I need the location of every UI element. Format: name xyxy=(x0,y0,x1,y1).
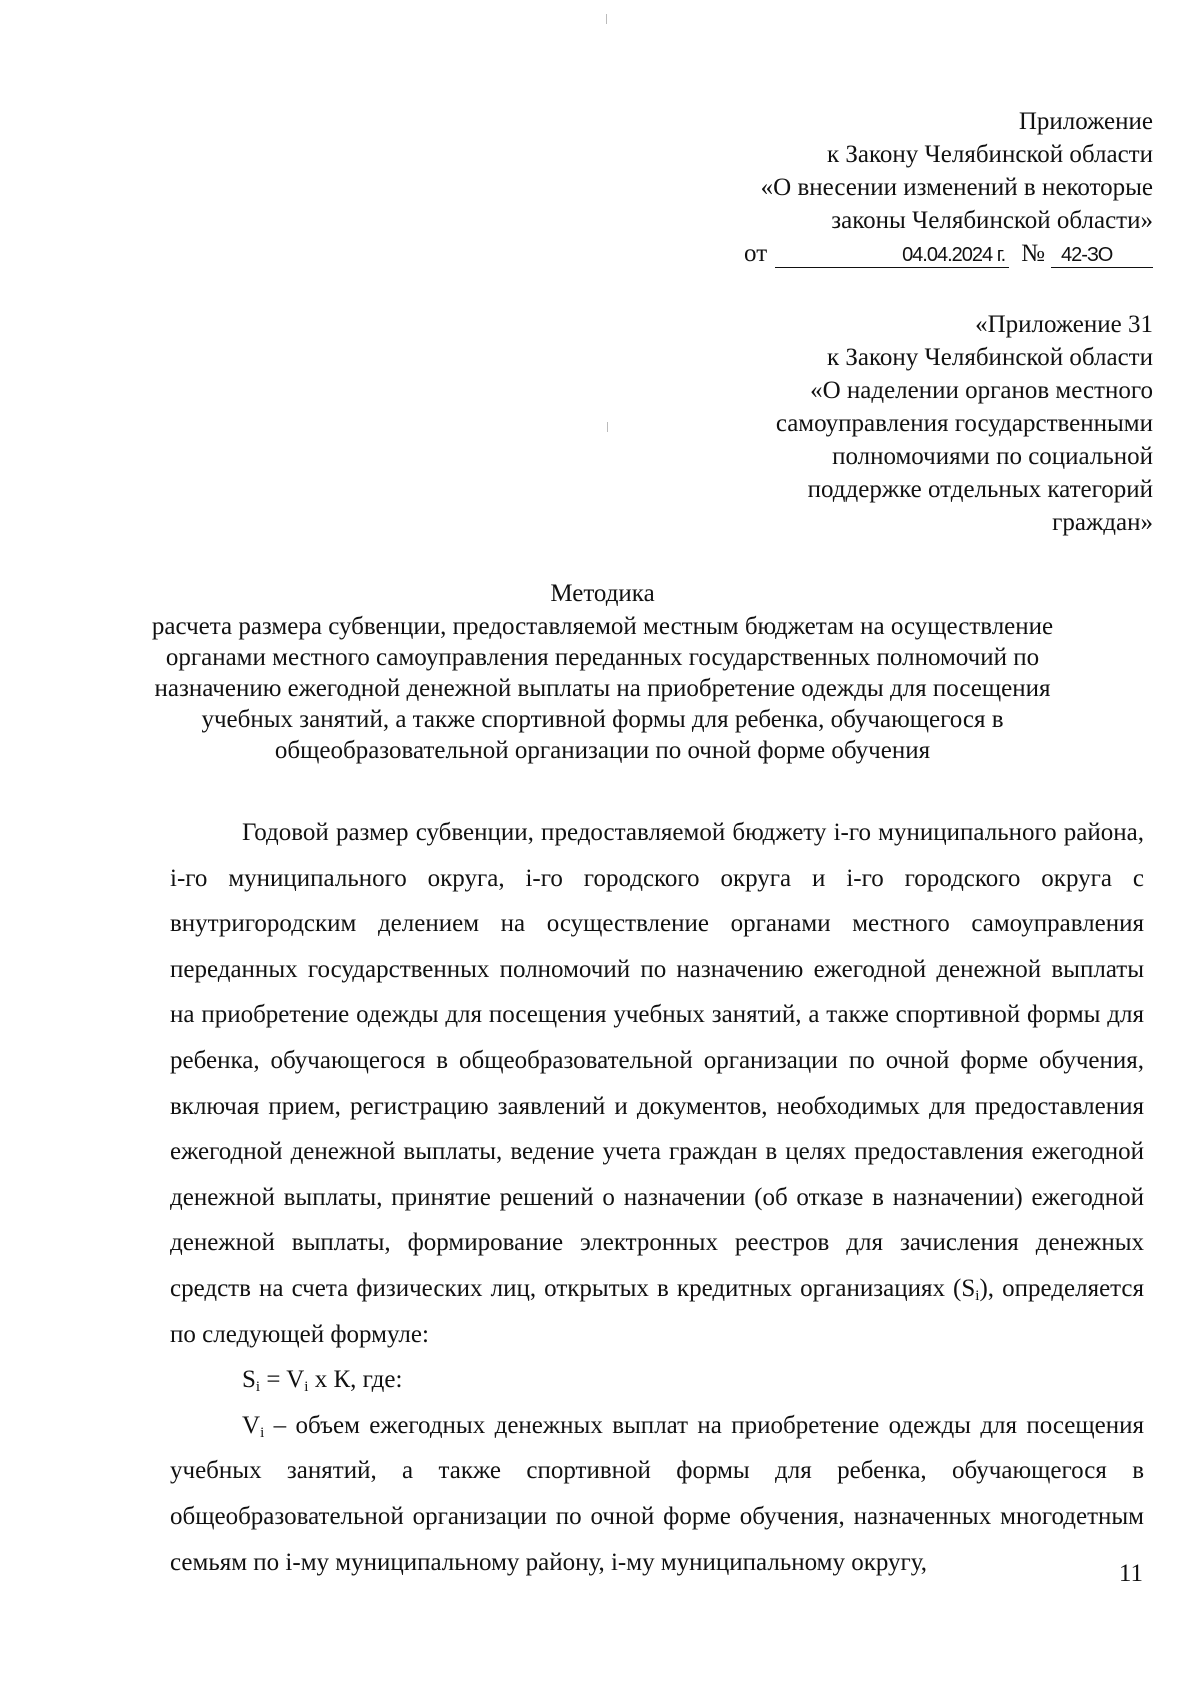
page-number: 11 xyxy=(1118,1560,1143,1587)
body-paragraph xyxy=(170,1403,1144,1585)
source-line: к Закону Челябинской области xyxy=(827,344,1153,371)
formula-eq: = V xyxy=(260,1366,305,1394)
law-number: 42-ЗО xyxy=(1051,243,1153,268)
formula-rest: x К, где: xyxy=(308,1366,403,1394)
number-label: № xyxy=(1021,240,1045,267)
law-date: 04.04.2024 г. xyxy=(775,243,1009,268)
from-label: от xyxy=(744,240,768,267)
body-paragraph xyxy=(170,810,1144,1357)
appendix-header xyxy=(744,105,1153,270)
source-line: «Приложение 31 xyxy=(975,311,1153,338)
title-line: общеобразовательной организации по очной форме обучения xyxy=(274,737,931,764)
title-heading: Методика xyxy=(550,580,655,607)
title-line: органами местного самоуправления переданных государственных полномочий по xyxy=(165,644,1040,671)
source-line: самоуправления государственными xyxy=(775,410,1153,437)
source-line: «О наделении органов местного xyxy=(810,377,1153,404)
appendix-law-line: к Закону Челябинской области xyxy=(827,141,1153,168)
subscript: i xyxy=(304,1379,309,1396)
subscript: i xyxy=(260,1424,265,1441)
appendix-date-line xyxy=(744,237,1153,270)
source-line: граждан» xyxy=(1052,509,1153,536)
source-line: поддержке отдельных категорий xyxy=(807,476,1153,503)
paragraph-text: – объем ежегодных денежных выплат на приобретение одежды для посещения учебных занятий, а также спортивной формы для ребенка, обучающегося в общеобразовательной организации по очной форме обучения, назначенных многодетным семьям по i-му муниципальному району, i-му муниципальному округу, xyxy=(170,1411,1144,1576)
appendix-law-name-line2: законы Челябинской области» xyxy=(831,207,1153,234)
title-line: расчета размера субвенции, предоставляемой местным бюджетам на осуществление xyxy=(151,613,1054,640)
subscript: i xyxy=(975,1287,980,1304)
appendix-law-name-line1: «О внесении изменений в некоторые xyxy=(760,174,1153,201)
paragraph-text-end: ), определяется по следующей формуле: xyxy=(170,1274,1144,1348)
document-body xyxy=(170,810,1144,1585)
title-line: учебных занятий, а также спортивной формы для ребенка, обучающегося в xyxy=(201,706,1004,733)
variable-v: V xyxy=(242,1411,261,1439)
title-line: назначению ежегодной денежной выплаты на приобретение одежды для посещения xyxy=(154,675,1051,702)
document-title xyxy=(140,578,1065,766)
appendix-title: Приложение xyxy=(1018,108,1153,135)
paragraph-text: Годовой размер субвенции, предоставляемой бюджету i-го муниципального района, i-го муниципального округа, i-го городского округа и i-го городского округа с внутригородским делением на осуществление органами местного самоуправления переданных государственных полномочий по назначению ежегодной денежной выплаты на приобретение одежды для посещения учебных занятий, а также спортивной формы для ребенка, обучающегося в общеобразовательной организации по очной форме обучения, включая прием, регистрацию заявлений и документов, необходимых для предоставления ежегодной денежной выплаты, ведение учета граждан в целях предоставления ежегодной денежной выплаты, принятие решений о назначении (об отказе в назначении) ежегодной денежной выплаты, формирование электронных реестров для зачисления денежных средств на счета физических лиц, открытых в кредитных организациях (S xyxy=(170,819,1144,1302)
source-appendix-header xyxy=(776,308,1153,539)
source-line: полномочиями по социальной xyxy=(832,443,1153,470)
subscript: i xyxy=(255,1379,261,1396)
scan-mark xyxy=(607,422,608,432)
scan-mark xyxy=(606,14,607,24)
formula-s: S xyxy=(242,1366,256,1394)
formula xyxy=(170,1357,1144,1403)
